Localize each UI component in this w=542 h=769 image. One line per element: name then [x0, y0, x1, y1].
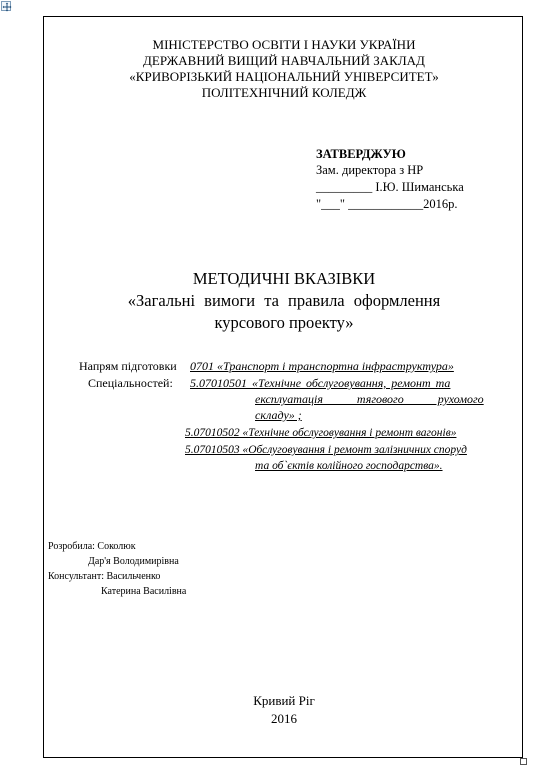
specialty-3-line1: 5.07010503 «Обслуговування і ремонт залізничних споруд — [185, 444, 467, 456]
university-name: «КРИВОРІЗЬКИЙ НАЦІОНАЛЬНИЙ УНІВЕРСИТЕТ» — [129, 69, 439, 84]
college-name: ПОЛІТЕХНІЧНИЙ КОЛЕДЖ — [201, 85, 367, 100]
developer-label: Розробила: Соколюк — [48, 541, 136, 552]
specialty-1-line1: 5.07010501 «Технічне обслуговування, ремонт та — [190, 376, 451, 390]
footer-year: 2016 — [271, 711, 297, 726]
approval-signature: _________ І.Ю. Шиманська — [316, 180, 464, 194]
table-move-handle-icon[interactable] — [1, 1, 11, 11]
specialty-3-line2: та об`єктів колійного господарства». — [255, 460, 443, 472]
title-page-frame — [43, 16, 523, 758]
document-title: МЕТОДИЧНІ ВКАЗІВКИ — [192, 269, 376, 288]
specialty-1-line3: складу» ; — [255, 408, 302, 422]
document-subtitle-line1: «Загальні вимоги та правила оформлення — [127, 291, 441, 310]
institution-type: ДЕРЖАВНИЙ ВИЩИЙ НАВЧАЛЬНИЙ ЗАКЛАД — [143, 53, 425, 68]
consultant-name: Катерина Василівна — [101, 586, 187, 597]
approval-date: "___" ____________2016р. — [316, 197, 458, 211]
direction-label: Напрям підготовки — [79, 359, 177, 373]
consultant-label: Консультант: Васильченко — [48, 571, 161, 582]
table-resize-handle[interactable] — [520, 758, 527, 765]
developer-name: Дар'я Володимирівна — [88, 556, 179, 567]
specialties-label: Спеціальностей: — [88, 376, 173, 390]
specialty-2: 5.07010502 «Технічне обслуговування і ремонт вагонів» — [185, 427, 457, 439]
document-subtitle-line2: курсового проекту» — [214, 313, 354, 332]
specialty-1-line2: експлуатація тягового рухомого — [255, 392, 484, 406]
direction-value: 0701 «Транспорт і транспортна інфраструктура» — [190, 359, 454, 373]
approval-position: Зам. директора з НР — [316, 163, 424, 177]
ministry-name: МІНІСТЕРСТВО ОСВІТИ І НАУКИ УКРАЇНИ — [152, 37, 416, 52]
approval-title: ЗАТВЕРДЖУЮ — [316, 147, 406, 161]
footer-city: Кривий Ріг — [253, 693, 315, 708]
